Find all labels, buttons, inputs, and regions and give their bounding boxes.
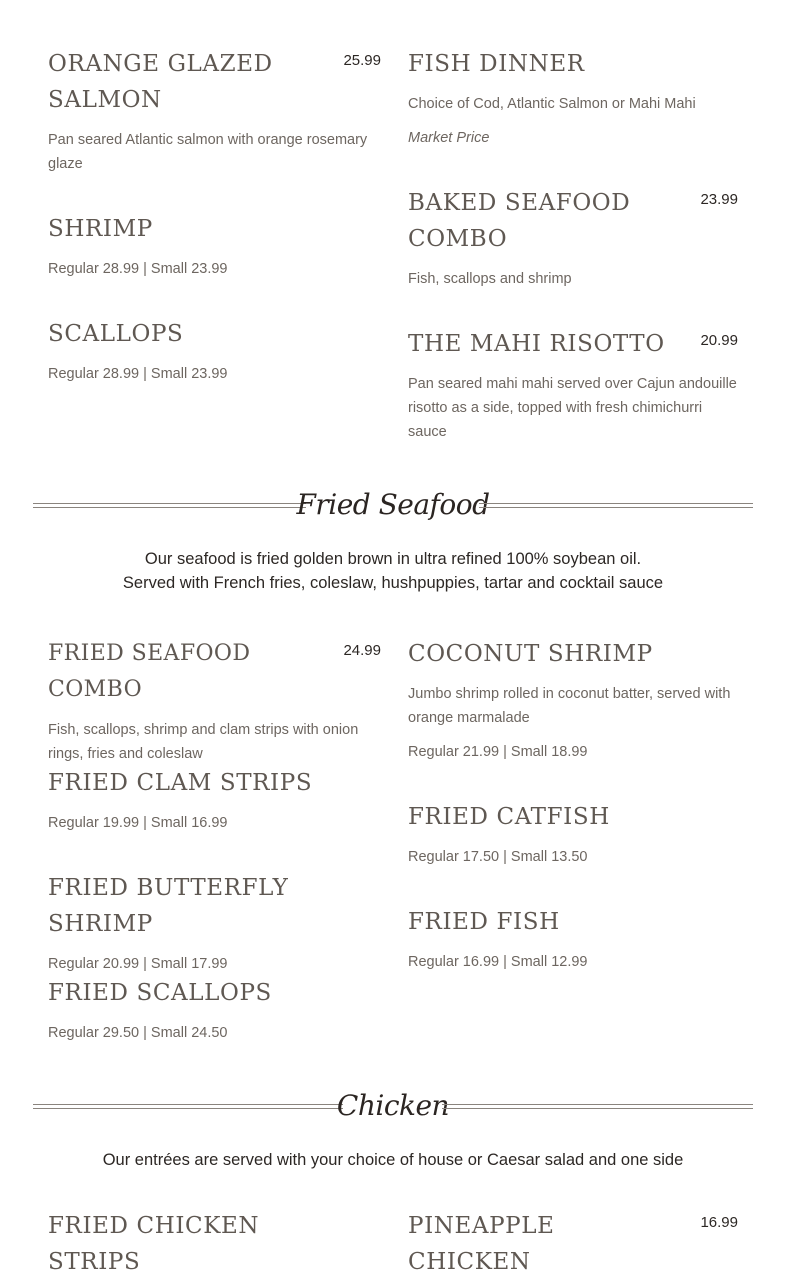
item-name: FISH DINNER bbox=[408, 51, 585, 77]
menu-item-fish-dinner bbox=[408, 46, 740, 150]
item-name: FRIED CATFISH bbox=[408, 804, 610, 830]
item-description: Regular 16.99 | Small 12.99 bbox=[408, 954, 588, 970]
item-price: 23.99 bbox=[700, 191, 738, 208]
section-title: Chicken bbox=[336, 1089, 450, 1122]
section-intro-chicken bbox=[33, 1148, 753, 1172]
menu-item-fried-scallops bbox=[48, 975, 383, 1045]
intro-line: Served with French fries, coleslaw, hushpuppies, tartar and cocktail sauce bbox=[122, 574, 664, 592]
item-description: Regular 17.50 | Small 13.50 bbox=[408, 849, 588, 865]
item-description: Regular 29.50 | Small 24.50 bbox=[48, 1025, 228, 1041]
item-price-note: Market Price bbox=[408, 130, 490, 146]
item-name: FRIED CLAM STRIPS bbox=[48, 770, 313, 796]
section-title: Fried Seafood bbox=[296, 488, 490, 521]
section-intro-fried-seafood bbox=[33, 547, 753, 595]
item-description: Regular 19.99 | Small 16.99 bbox=[48, 815, 228, 831]
section-header-fried-seafood bbox=[33, 487, 753, 527]
item-name: SHRIMP bbox=[48, 216, 153, 242]
section-divider-right bbox=[442, 1104, 753, 1109]
intro-line: Our seafood is fried golden brown in ultra refined 100% soybean oil. bbox=[144, 550, 642, 568]
section-header-chicken bbox=[33, 1088, 753, 1128]
item-name: FRIED BUTTERFLY SHRIMP bbox=[48, 875, 289, 937]
item-price: 16.99 bbox=[700, 1214, 738, 1231]
item-name: ORANGE GLAZED SALMON bbox=[48, 51, 273, 113]
item-description: Jumbo shrimp rolled in coconut batter, served with orange marmalade bbox=[408, 686, 731, 726]
menu-item-fried-clam-strips bbox=[48, 765, 383, 835]
item-description: Fish, scallops, shrimp and clam strips with onion rings, fries and coleslaw bbox=[48, 722, 359, 762]
item-description: Regular 28.99 | Small 23.99 bbox=[48, 366, 228, 382]
menu-item-fried-seafood-combo bbox=[48, 636, 383, 766]
item-name: FRIED FISH bbox=[408, 909, 560, 935]
item-name: SCALLOPS bbox=[48, 321, 184, 347]
menu-item-mahi-risotto bbox=[408, 326, 740, 444]
item-name: THE MAHI RISOTTO bbox=[408, 331, 665, 357]
item-price: 24.99 bbox=[343, 642, 381, 659]
item-price: 25.99 bbox=[343, 52, 381, 69]
item-name: PINEAPPLE CHICKEN bbox=[408, 1213, 555, 1275]
menu-item-pineapple-chicken bbox=[408, 1208, 740, 1280]
item-name: COCONUT SHRIMP bbox=[408, 641, 653, 667]
item-price-options: Regular 21.99 | Small 18.99 bbox=[408, 744, 588, 760]
section-divider-right bbox=[479, 503, 753, 508]
menu-item-fried-chicken-strips bbox=[48, 1208, 383, 1280]
item-description: Regular 28.99 | Small 23.99 bbox=[48, 261, 228, 277]
item-description: Regular 20.99 | Small 17.99 bbox=[48, 956, 228, 972]
menu-item-orange-glazed-salmon bbox=[48, 46, 383, 176]
item-description: Choice of Cod, Atlantic Salmon or Mahi Mahi bbox=[408, 96, 696, 112]
item-description: Pan seared mahi mahi served over Cajun andouille risotto as a side, topped with fresh chimichurri sauce bbox=[408, 376, 737, 440]
menu-item-fried-butterfly-shrimp bbox=[48, 870, 383, 976]
item-name: BAKED SEAFOOD COMBO bbox=[408, 190, 631, 252]
item-name: FRIED SCALLOPS bbox=[48, 980, 272, 1006]
menu-item-shrimp bbox=[48, 211, 383, 281]
item-price: 20.99 bbox=[700, 332, 738, 349]
menu-item-scallops bbox=[48, 316, 383, 386]
menu-item-baked-seafood-combo bbox=[408, 185, 740, 291]
item-description: Fish, scallops and shrimp bbox=[408, 271, 572, 287]
intro-line: Our entrées are served with your choice of house or Caesar salad and one side bbox=[102, 1151, 684, 1169]
item-description: Pan seared Atlantic salmon with orange rosemary glaze bbox=[48, 132, 368, 172]
menu-item-coconut-shrimp bbox=[408, 636, 740, 764]
item-name: FRIED CHICKEN STRIPS bbox=[48, 1213, 260, 1275]
menu-item-fried-fish bbox=[408, 904, 740, 974]
menu-item-fried-catfish bbox=[408, 799, 740, 869]
item-name: FRIED SEAFOOD COMBO bbox=[48, 641, 251, 702]
